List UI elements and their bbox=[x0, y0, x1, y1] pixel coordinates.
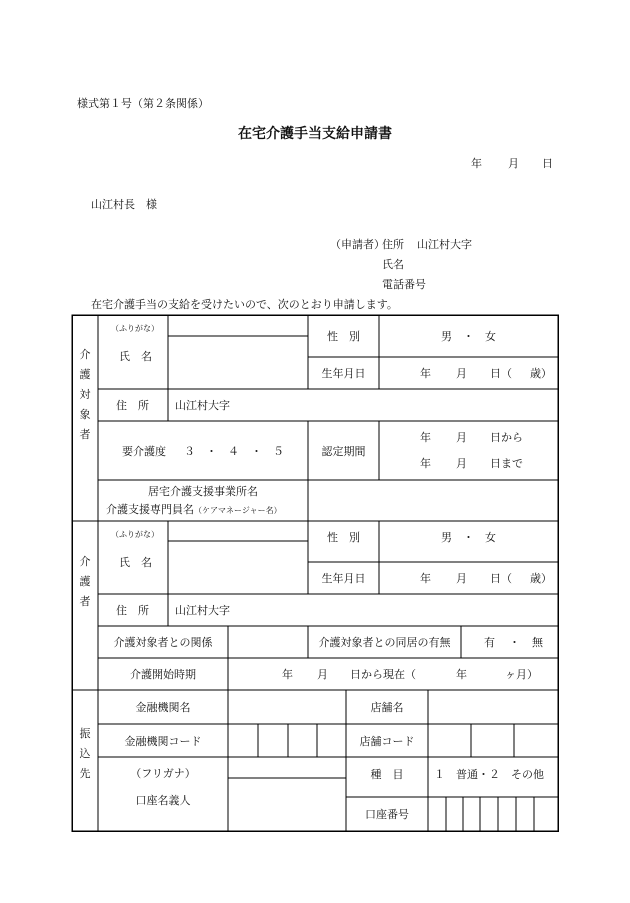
care-start-day: 日から現在（ bbox=[350, 668, 416, 681]
cert-to-year: 年 bbox=[420, 457, 431, 470]
account-type-label: 種 目 bbox=[370, 768, 404, 781]
cert-from-year: 年 bbox=[420, 431, 431, 444]
recipient-birth-month: 月 bbox=[456, 367, 467, 380]
cert-period-label: 認定期間 bbox=[321, 445, 366, 458]
date-month: 月 bbox=[508, 157, 519, 170]
caregiver-address-label: 住 所 bbox=[116, 604, 149, 617]
section-char: 者 bbox=[79, 595, 91, 608]
cohabitation-separator: ・ bbox=[509, 636, 520, 649]
care-level-option[interactable]: ３ bbox=[184, 445, 195, 458]
care-level-separator: ・ bbox=[251, 445, 262, 458]
account-type-value[interactable]: １ 普通・２ その他 bbox=[434, 768, 544, 781]
branch-name-label: 店舗名 bbox=[370, 701, 404, 714]
section-char: 象 bbox=[79, 408, 91, 421]
caregiver-name-label: 氏 名 bbox=[119, 556, 152, 569]
recipient-name-label: 氏 名 bbox=[119, 350, 152, 363]
section-char: 込 bbox=[79, 747, 91, 760]
caregiver-furigana-label: （ふりがな） bbox=[111, 530, 159, 539]
care-duration-month: ヶ月） bbox=[505, 668, 538, 681]
caregiver-gender-label: 性 別 bbox=[327, 531, 360, 544]
cert-from-day: 日から bbox=[490, 431, 523, 444]
care-office-label: 居宅介護支援事業所名 bbox=[148, 485, 258, 498]
caregiver-birth-label: 生年月日 bbox=[321, 572, 366, 585]
applicant-address-value: 山江村大字 bbox=[417, 238, 472, 251]
applicant-name-label: 氏名 bbox=[382, 258, 404, 271]
caregiver-address-value: 山江村大字 bbox=[175, 604, 230, 617]
form-title: 在宅介護手当支給申請書 bbox=[238, 126, 392, 142]
section-care-recipient-label bbox=[78, 345, 92, 445]
cohabitation-option[interactable]: 無 bbox=[532, 636, 543, 649]
caregiver-birth-day: 日（ bbox=[490, 572, 512, 585]
section-char: 護 bbox=[79, 368, 91, 381]
section-char: 振 bbox=[79, 727, 91, 740]
care-start-label: 介護開始時期 bbox=[130, 668, 196, 681]
cert-to-day: 日まで bbox=[490, 457, 523, 470]
section-char: 介 bbox=[79, 555, 91, 568]
caregiver-birth-month: 月 bbox=[456, 572, 467, 585]
applicant-label: （申請者） bbox=[330, 238, 385, 251]
relation-label: 介護対象者との関係 bbox=[113, 636, 213, 649]
recipient-address-label: 住 所 bbox=[116, 399, 149, 412]
recipient-gender-label: 性 別 bbox=[327, 330, 360, 343]
bank-code-label: 金融機関コード bbox=[124, 735, 202, 748]
care-level-separator: ・ bbox=[206, 445, 217, 458]
recipient-birth-year: 年 bbox=[420, 367, 431, 380]
intro-text: 在宅介護手当の支給を受けたいので、次のとおり申請します。 bbox=[91, 298, 398, 311]
section-char: 介 bbox=[79, 348, 91, 361]
care-manager-label bbox=[106, 503, 282, 516]
cohabitation-option[interactable]: 有 bbox=[484, 636, 495, 649]
care-level-option[interactable]: ５ bbox=[273, 445, 284, 458]
care-manager-note: （ケアマネージャー名） bbox=[194, 506, 282, 515]
section-caregiver-label bbox=[78, 552, 92, 612]
recipient-furigana-label: （ふりがな） bbox=[111, 324, 159, 333]
account-number-label: 口座番号 bbox=[365, 808, 409, 821]
care-start-year: 年 bbox=[282, 668, 293, 681]
bank-name-label: 金融機関名 bbox=[135, 701, 191, 714]
section-char: 対 bbox=[79, 388, 91, 401]
caregiver-gender-value[interactable]: 男 ・ 女 bbox=[441, 531, 496, 544]
section-char: 先 bbox=[79, 767, 91, 780]
section-transfer-label bbox=[78, 724, 92, 784]
care-manager-name-label: 介護支援専門員名 bbox=[106, 503, 194, 516]
branch-code-label: 店舗コード bbox=[359, 735, 415, 748]
care-level-label: 要介護度 bbox=[122, 445, 166, 458]
date-day: 日 bbox=[542, 157, 553, 170]
section-char: 護 bbox=[79, 575, 91, 588]
account-holder-label: 口座名義人 bbox=[135, 794, 191, 807]
cert-from-month: 月 bbox=[456, 431, 467, 444]
caregiver-birth-age: 歳） bbox=[530, 572, 552, 585]
addressee: 山江村長 様 bbox=[91, 198, 157, 211]
recipient-address-value: 山江村大字 bbox=[175, 399, 230, 412]
recipient-birth-age: 歳） bbox=[530, 367, 552, 380]
date-year: 年 bbox=[471, 157, 482, 170]
cert-to-month: 月 bbox=[456, 457, 467, 470]
recipient-gender-value[interactable]: 男 ・ 女 bbox=[441, 330, 496, 343]
section-char: 者 bbox=[79, 428, 91, 441]
recipient-birth-day: 日（ bbox=[490, 367, 512, 380]
applicant-phone-label: 電話番号 bbox=[382, 278, 426, 291]
holder-kana-label: （フリガナ） bbox=[130, 767, 196, 780]
caregiver-birth-year: 年 bbox=[420, 572, 431, 585]
form-number: 様式第１号（第２条関係） bbox=[77, 97, 209, 110]
care-level-option[interactable]: ４ bbox=[228, 445, 239, 458]
care-start-month: 月 bbox=[317, 668, 328, 681]
care-duration-year: 年 bbox=[456, 668, 467, 681]
cohabitation-label: 介護対象者との同居の有無 bbox=[318, 636, 451, 649]
recipient-birth-label: 生年月日 bbox=[321, 367, 366, 380]
applicant-address-label: 住所 bbox=[382, 238, 404, 251]
